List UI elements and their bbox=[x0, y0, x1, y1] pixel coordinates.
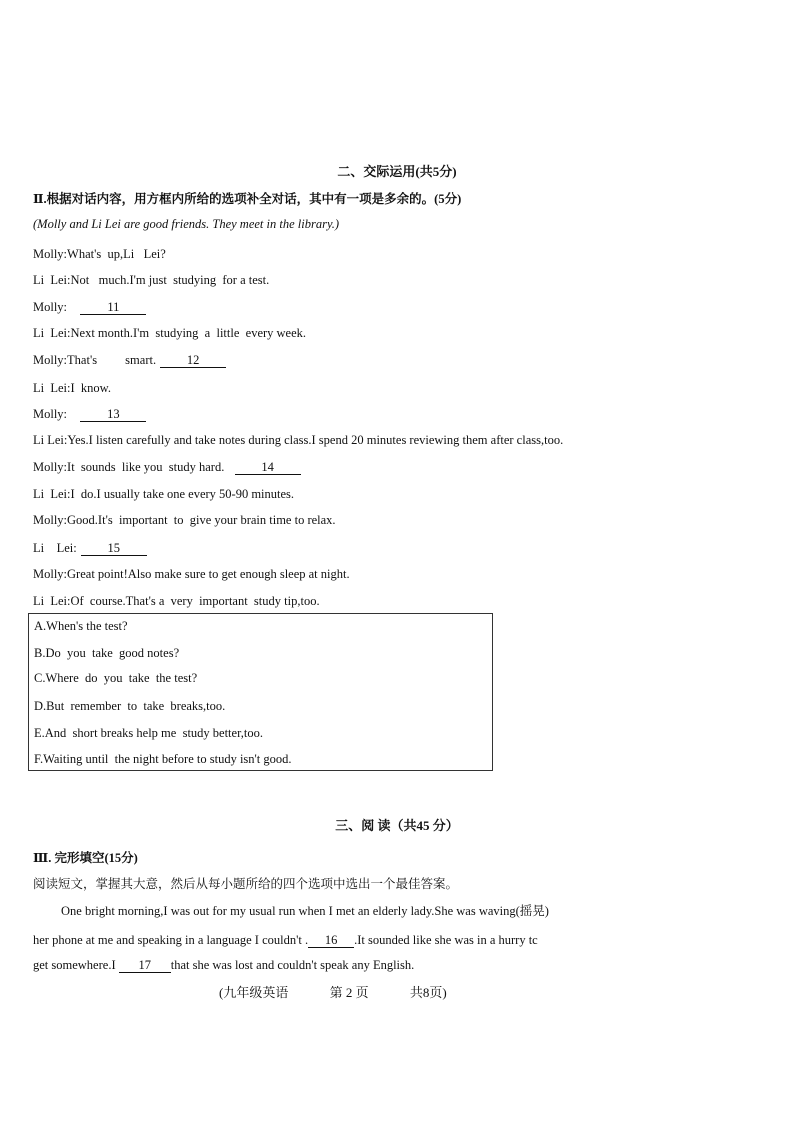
footer-subject: (九年级英语 bbox=[219, 985, 289, 1000]
dialogue-line bbox=[33, 566, 350, 582]
dialogue-text: Li Lei:Of course.That's a very important study tip,too. bbox=[33, 594, 320, 608]
dialogue-line bbox=[33, 432, 563, 448]
section3-title: 三、阅 读（共45 分） bbox=[335, 818, 459, 833]
dialogue-line bbox=[33, 540, 147, 556]
dialogue-line bbox=[33, 380, 111, 396]
passage-text: .It sounded like she was in a hurry tc bbox=[354, 933, 538, 947]
dialogue-line bbox=[33, 512, 336, 528]
dialogue-text: Molly:Good.It's important to give your brain time to relax. bbox=[33, 513, 336, 527]
passage-line-2 bbox=[33, 932, 538, 948]
blank-11: 11 bbox=[80, 300, 146, 315]
footer-page: 第 2 页 bbox=[329, 985, 369, 1000]
passage-text: that she was lost and couldn't speak any English. bbox=[170, 958, 415, 972]
passage-text: her phone at me and speaking in a language I couldn't . bbox=[33, 933, 309, 947]
dialogue-line bbox=[33, 352, 226, 368]
option-item: E.And short breaks help me study better,too. bbox=[34, 726, 263, 740]
blank-17: 17 bbox=[119, 958, 171, 973]
part3-title: Ⅲ. 完形填空(15分) bbox=[33, 851, 138, 865]
dialogue-line bbox=[33, 593, 320, 609]
dialogue-text: Molly:That's smart. bbox=[33, 353, 157, 367]
dialogue-text: Molly:Great point!Also make sure to get enough sleep at night. bbox=[33, 567, 350, 581]
dialogue-text: Molly:It sounds like you study hard. bbox=[33, 460, 231, 474]
blank-16: 16 bbox=[308, 933, 354, 948]
dialogue-line bbox=[33, 272, 269, 288]
footer-total: 共8页) bbox=[409, 985, 447, 1000]
dialogue-text: Li Lei:I do.I usually take one every 50-90 minutes. bbox=[33, 487, 295, 501]
dialogue-text: Li Lei:I know. bbox=[33, 381, 111, 395]
dialogue-line bbox=[33, 299, 146, 315]
dialogue-text: Li Lei:Not much.I'm just studying for a test. bbox=[33, 273, 270, 287]
option-item: C.Where do you take the test? bbox=[34, 671, 198, 685]
blank-15: 15 bbox=[81, 541, 147, 556]
option-item: D.But remember to take breaks,too. bbox=[34, 699, 226, 713]
option-item: A.When's the test? bbox=[34, 619, 128, 633]
footer bbox=[219, 982, 447, 1001]
passage-line-3 bbox=[33, 957, 414, 973]
dialogue-line bbox=[33, 406, 146, 422]
dialogue-line bbox=[33, 246, 166, 262]
dialogue-text: Li Lei: bbox=[33, 541, 77, 555]
blank-12: 12 bbox=[160, 353, 226, 368]
blank-13: 13 bbox=[80, 407, 146, 422]
dialogue-text: Li Lei:Yes.I listen carefully and take notes during class.I spend 20 minutes reviewing them after class,too. bbox=[33, 433, 564, 447]
dialogue-text: Molly:What's up,Li Lei? bbox=[33, 247, 166, 261]
part2-title: Ⅱ.根据对话内容，用方框内所给的选项补全对话，其中有一项是多余的。(5分) bbox=[33, 192, 462, 206]
dialogue-line bbox=[33, 459, 301, 475]
blank-14: 14 bbox=[235, 460, 301, 475]
dialogue-text: Molly: bbox=[33, 407, 77, 421]
dialogue-intro: (Molly and Li Lei are good friends. They meet in the library.) bbox=[33, 217, 340, 231]
options-box bbox=[28, 613, 493, 771]
dialogue-text: Li Lei:Next month.I'm studying a little every week. bbox=[33, 326, 307, 340]
passage-line-1: One bright morning,I was out for my usual run when I met an elderly lady.She was waving(摇晃) bbox=[61, 904, 549, 918]
dialogue-line bbox=[33, 325, 306, 341]
section2-title: 二、交际运用(共5分) bbox=[337, 164, 457, 179]
dialogue-line bbox=[33, 486, 294, 502]
dialogue-text: Molly: bbox=[33, 300, 77, 314]
option-item: B.Do you take good notes? bbox=[34, 646, 180, 660]
cloze-instruction: 阅读短文，掌握其大意，然后从每小题所给的四个选项中选出一个最佳答案。 bbox=[33, 877, 459, 891]
option-item: F.Waiting until the night before to study isn't good. bbox=[34, 752, 292, 766]
passage-text: get somewhere.I bbox=[33, 958, 119, 972]
